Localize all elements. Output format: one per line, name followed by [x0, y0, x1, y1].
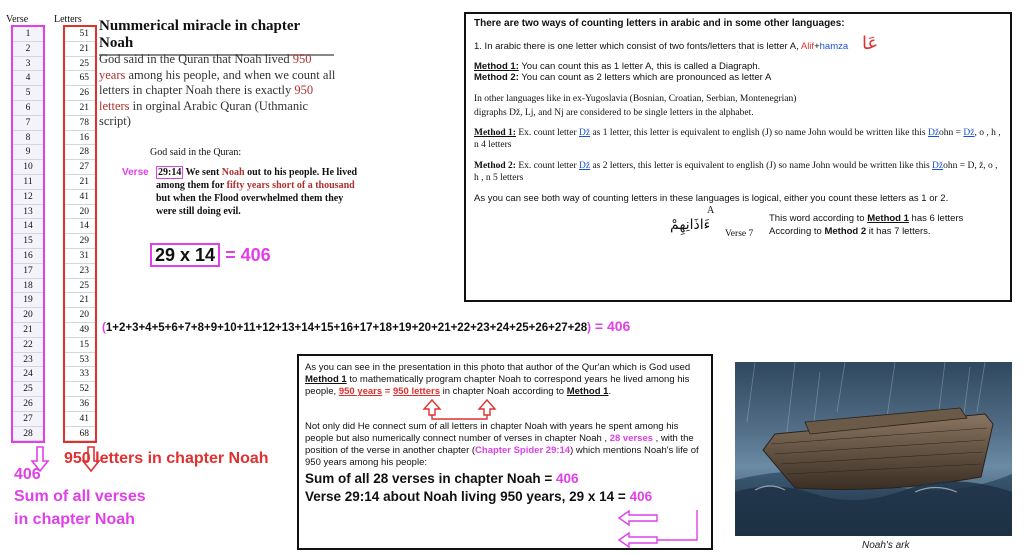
word-m1a: This word according to — [769, 213, 868, 224]
sum-verses-caption-2: in chapter Noah — [14, 511, 135, 528]
ex2-dzohn: Dž — [932, 161, 944, 171]
s-big1a: Sum of all 28 verses in chapter Noah = — [305, 471, 556, 487]
letters-cell: 20 — [65, 308, 95, 323]
letters-cell: 78 — [65, 116, 95, 131]
word-example — [474, 205, 1002, 245]
letters-cell: 26 — [65, 86, 95, 101]
s-p2c: ) which mentions Noah's life of 950 years among his people: — [305, 445, 699, 469]
up-arrow-icon — [424, 400, 440, 415]
image-caption: Noah's ark — [862, 540, 910, 551]
letters-cell: 41 — [65, 412, 95, 427]
verse-cell: 28 — [13, 427, 43, 442]
s-p1d: . — [608, 386, 612, 398]
letters-cell: 21 — [65, 101, 95, 116]
calc-result: = 406 — [225, 245, 271, 265]
verse-cell: 12 — [13, 190, 43, 205]
letters-cell: 51 — [65, 27, 95, 42]
left-arrow-icon — [619, 511, 657, 525]
word-m1b: Method 1 — [867, 213, 909, 224]
l1-alif: Alif — [800, 41, 815, 52]
s-p1a: As you can see in the presentation in this photo that author of the Qur'an which is God used — [305, 362, 691, 373]
letters-cell: 21 — [65, 42, 95, 57]
letters-cell: 53 — [65, 353, 95, 368]
verse-quote — [156, 166, 366, 218]
verse-cell: 21 — [13, 323, 43, 338]
letters-cell: 65 — [65, 71, 95, 86]
example-2 — [474, 160, 1002, 184]
counting-heading: There are two ways of counting letters in arabic and in some other languages: — [474, 18, 845, 29]
verse-cell: 25 — [13, 382, 43, 397]
p2-red: 950 letters — [99, 83, 314, 113]
letters-cell: 15 — [65, 338, 95, 353]
counting-box — [464, 12, 1012, 302]
verse-cell: 11 — [13, 175, 43, 190]
line-1 — [474, 33, 1002, 54]
m2-label: Method 2: — [474, 72, 519, 83]
letters-cell: 31 — [65, 249, 95, 264]
s-p2-spider: Chapter Spider 29:14 — [475, 445, 571, 457]
m2-text: You can count as 2 letters which are pronounced as letter A — [518, 72, 772, 83]
letters-cell: 36 — [65, 397, 95, 412]
m1-label: Method 1: — [474, 61, 519, 72]
verse-noah: Noah — [221, 167, 245, 178]
ark-illustration — [735, 362, 1012, 536]
s-p1-m1b: Method 1 — [566, 386, 609, 398]
verse-cell: 15 — [13, 234, 43, 249]
letters-cell: 49 — [65, 323, 95, 338]
verse-cell: 20 — [13, 308, 43, 323]
s-p2-28: 28 verses — [609, 432, 654, 444]
verse-cell: 14 — [13, 219, 43, 234]
verse-cell: 16 — [13, 249, 43, 264]
verse-cell: 7 — [13, 116, 43, 131]
verse-cell: 4 — [13, 71, 43, 86]
ex1-a: Ex. count letter — [515, 128, 580, 138]
letters-cell: 29 — [65, 234, 95, 249]
sum-verses-value: 406 — [14, 466, 41, 483]
letters-cell: 25 — [65, 57, 95, 72]
ex1-d: , o , h , n 4 letters — [474, 128, 1001, 150]
word-m1 — [769, 213, 963, 224]
letters-cell: 27 — [65, 160, 95, 175]
s-p2b: , with the position of the verse in another chapter ( — [305, 432, 694, 457]
ex2-dz: Dž — [579, 161, 591, 171]
s-big1b: 406 — [555, 471, 579, 487]
summary-box — [297, 354, 713, 550]
verse-ref: 29:14 — [158, 167, 182, 178]
m1-text: You can count this as 1 letter A, this is called a Diagraph. — [518, 61, 761, 72]
logical-line: As you can see both way of counting letters in these languages is logical, either you count these letters as 1 or 2. — [474, 193, 949, 204]
series-result: = 406 — [590, 318, 631, 334]
letters-cell: 33 — [65, 367, 95, 382]
s-big2a: Verse 29:14 about Noah living 950 years, 29 x 14 = — [305, 489, 630, 505]
word-m2a: According to — [769, 226, 825, 237]
letters-cell: 41 — [65, 190, 95, 205]
summary-p1 — [305, 362, 705, 399]
verse-cell: 5 — [13, 86, 43, 101]
letters-cell: 28 — [65, 145, 95, 160]
sum-verses-caption-1: Sum of all verses — [14, 488, 146, 505]
letters-column — [64, 26, 96, 442]
ex1-dzohn: Dž — [927, 128, 940, 138]
verse-label: Verse — [122, 167, 149, 178]
summary-big-1 — [305, 471, 705, 486]
verse-column — [12, 26, 44, 442]
ex1-label: Method 1: — [474, 128, 516, 138]
verse-cell: 17 — [13, 264, 43, 279]
arabic-glyph: عَا — [862, 33, 879, 54]
letters-caption: 950 letters in chapter Noah — [64, 450, 269, 467]
example-1 — [474, 127, 1002, 151]
verse-7: Verse 7 — [725, 229, 754, 239]
method-1-line — [474, 61, 1002, 72]
ex2-b: as 2 letters, this letter is equivalent to english (J) so name John would be written like this — [590, 161, 933, 171]
calc-box: 29 x 14 — [150, 243, 220, 267]
p2: among his people, and when we count all letters in chapter Noah there is exactly — [99, 67, 336, 97]
summary-up-arrows — [417, 399, 557, 421]
ex2-label: Method 2: — [474, 161, 516, 171]
letters-cell: 16 — [65, 131, 95, 146]
s-p1b: to mathematically program chapter Noah to correspond years he lived among his people, — [305, 374, 690, 398]
verse-cell: 26 — [13, 397, 43, 412]
verse-cell: 18 — [13, 279, 43, 294]
p1: God said in the Quran that Noah lived — [99, 52, 293, 66]
series-close: ) — [587, 322, 591, 334]
left-arrow-icon — [619, 533, 657, 547]
word-m1c: has 6 letters — [908, 213, 964, 224]
ex2-c: ohn = D, ž, o , h , n 5 letters — [474, 161, 998, 183]
ex1-c: ohn = — [939, 128, 964, 138]
word-m2b: Method 2 — [824, 226, 867, 237]
letters-cell: 23 — [65, 264, 95, 279]
verse-cell: 22 — [13, 338, 43, 353]
miracle-paragraph — [99, 52, 339, 130]
verse-b: out to his people. He lived among them for — [156, 167, 358, 191]
letters-cell: 14 — [65, 219, 95, 234]
l1-plus: + — [814, 41, 820, 52]
ex1-b: as 1 letter, this letter is equivalent to english (J) so name John would be written like this — [590, 128, 928, 138]
letters-cell: 68 — [65, 427, 95, 442]
series: 1+2+3+4+5+6+7+8+9+10+11+12+13+14+15+16+17+18+19+20+21+22+23+24+25+26+27+28 — [105, 322, 588, 334]
s-p1-m1: Method 1 — [305, 374, 347, 386]
verse-cell: 19 — [13, 293, 43, 308]
ex2-a: Ex. count letter — [515, 161, 580, 171]
l1a: 1. In arabic there is one letter which consist of two fonts/letters that is letter A, — [474, 41, 801, 52]
method-2-line — [474, 72, 1002, 83]
verse-cell: 24 — [13, 367, 43, 382]
verse-cell: 27 — [13, 412, 43, 427]
calc — [150, 245, 271, 266]
verse-fifty: fifty years short of a thousand — [226, 180, 355, 191]
letters-cell: 20 — [65, 205, 95, 220]
letters-cell: 21 — [65, 293, 95, 308]
series-line — [102, 318, 630, 334]
letters-cell: 52 — [65, 382, 95, 397]
verse-cell: 2 — [13, 42, 43, 57]
arabic-word: ءَاذَانِهِمْ — [670, 217, 711, 233]
summary-big-2 — [305, 489, 705, 504]
quran-said: God said in the Quran: — [150, 147, 242, 158]
verse-c: but when the Flood overwhelmed them they were still doing evil. — [156, 193, 344, 217]
verse-column-header: Verse — [6, 14, 29, 25]
a-label: A — [707, 205, 715, 216]
word-m2c: it has 7 letters. — [866, 226, 931, 237]
ex1-dz: Dž — [579, 128, 591, 138]
s-big2b: 406 — [629, 489, 653, 505]
l1-hamza: hamza — [819, 41, 849, 52]
verse-a: We sent — [183, 167, 222, 178]
verse-cell: 9 — [13, 145, 43, 160]
s-p1-years: 950 years — [338, 386, 383, 398]
verse-cell: 1 — [13, 27, 43, 42]
up-arrow-icon — [479, 400, 495, 415]
word-m2 — [769, 226, 931, 237]
letters-cell: 25 — [65, 279, 95, 294]
miracle-title: Nummerical miracle in chapter Noah — [99, 18, 334, 56]
letters-column-header: Letters — [54, 14, 82, 25]
ex1-dz2: Dž — [963, 128, 975, 138]
other-langs-2: digraphs Dž, Lj, and Nj are considered to be single letters in the alphabet. — [474, 108, 754, 118]
s-p2a: Not only did He connect sum of all letters in chapter Noah with years he spent among his people but also numerically connect number of verses in chapter Noah , — [305, 420, 679, 444]
summary-left-arrows — [617, 510, 709, 550]
p1-red: 950 years — [99, 52, 312, 82]
verse-cell: 6 — [13, 101, 43, 116]
p3: in orginal Arabic Quran (Uthmanic script) — [99, 98, 309, 128]
connector-line — [657, 510, 697, 540]
series-open: ( — [102, 322, 106, 334]
summary-p2 — [305, 421, 705, 470]
other-langs-1: In other languages like in ex-Yugoslavia (Bosnian, Croatian, Serbian, Montenegrian) — [474, 94, 797, 104]
s-p1c: in chapter Noah according to — [439, 386, 567, 398]
verse-cell: 13 — [13, 205, 43, 220]
verse-cell: 8 — [13, 131, 43, 146]
verse-cell: 10 — [13, 160, 43, 175]
s-p1-letters: 950 letters — [392, 386, 440, 398]
s-p1-eq: = — [382, 386, 393, 398]
connector-line — [432, 415, 487, 419]
noahs-ark-image — [735, 362, 1012, 536]
verse-cell: 3 — [13, 57, 43, 72]
letters-cell: 21 — [65, 175, 95, 190]
verse-cell: 23 — [13, 353, 43, 368]
